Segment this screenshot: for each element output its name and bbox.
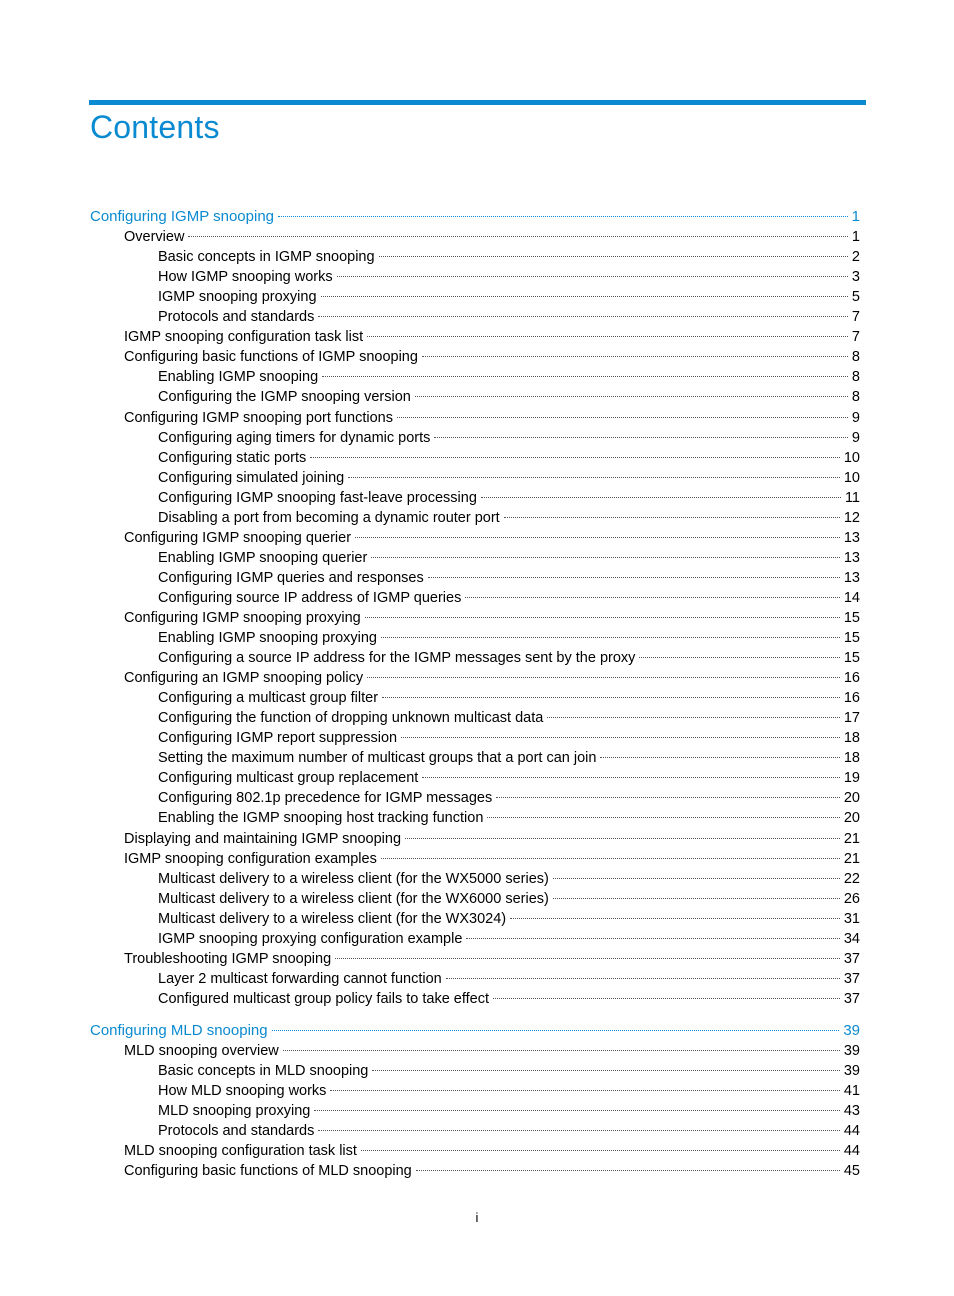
toc-entry-page: 37: [843, 971, 860, 987]
toc-entry-title: Configuring static ports: [158, 450, 307, 466]
toc-entry-title: Configuring basic functions of MLD snooping: [124, 1163, 412, 1179]
toc-entry-title: IGMP snooping proxying configuration example: [158, 931, 463, 947]
toc-entry[interactable]: [124, 408, 860, 428]
toc-entry-page: 15: [843, 630, 860, 646]
dot-leader: [547, 717, 840, 718]
toc-entry-page: 14: [843, 590, 860, 606]
toc-entry[interactable]: [158, 568, 860, 588]
toc-entry-page: 43: [843, 1103, 860, 1119]
dot-leader: [348, 477, 840, 478]
dot-leader: [382, 697, 840, 698]
toc-entry-title: Enabling the IGMP snooping host tracking function: [158, 810, 484, 826]
toc-entry[interactable]: [124, 949, 860, 969]
dot-leader: [405, 838, 840, 839]
toc-entry[interactable]: [158, 909, 860, 929]
toc-entry-title: Configuring simulated joining: [158, 470, 345, 486]
dot-leader: [422, 356, 848, 357]
dot-leader: [361, 1150, 840, 1151]
dot-leader: [371, 557, 840, 558]
toc-entry-title: Multicast delivery to a wireless client (for the WX6000 series): [158, 891, 549, 907]
toc-entry-page: 17: [843, 710, 860, 726]
toc-entry-title: Configuring a source IP address for the IGMP messages sent by the proxy: [158, 650, 636, 666]
dot-leader: [272, 1030, 840, 1031]
toc-entry-title: Configuring IGMP snooping fast-leave processing: [158, 490, 477, 506]
toc-entry-page: 39: [843, 1022, 860, 1039]
toc-entry[interactable]: [158, 1121, 860, 1141]
toc-entry[interactable]: [158, 508, 860, 528]
title-rule: [89, 100, 866, 105]
toc-entry[interactable]: [158, 728, 860, 748]
toc-entry[interactable]: [158, 748, 860, 768]
toc-entry[interactable]: [158, 387, 860, 407]
toc-entry-title: Configuring multicast group replacement: [158, 770, 419, 786]
toc-entry[interactable]: [90, 1021, 860, 1041]
toc-entry[interactable]: [158, 648, 860, 668]
toc-entry[interactable]: [158, 969, 860, 989]
dot-leader: [434, 437, 848, 438]
page-title: Contents: [90, 109, 220, 145]
dot-leader: [335, 958, 840, 959]
toc-entry-page: 5: [851, 289, 860, 305]
toc-entry-page: 10: [843, 470, 860, 486]
toc-entry-page: 19: [843, 770, 860, 786]
toc-entry-page: 21: [843, 831, 860, 847]
dot-leader: [188, 236, 847, 237]
toc-entry-page: 10: [843, 450, 860, 466]
dot-leader: [322, 376, 848, 377]
toc-entry-page: 16: [843, 670, 860, 686]
toc-entry-page: 8: [851, 389, 860, 405]
dot-leader: [496, 797, 840, 798]
toc-entry-page: 7: [851, 309, 860, 325]
toc-entry-page: 41: [843, 1083, 860, 1099]
dot-leader: [639, 657, 839, 658]
toc-entry-page: 21: [843, 851, 860, 867]
toc-entry-page: 34: [843, 931, 860, 947]
dot-leader: [487, 817, 839, 818]
toc-entry-title: Displaying and maintaining IGMP snooping: [124, 831, 402, 847]
toc-entry-page: 13: [843, 550, 860, 566]
toc-entry[interactable]: [158, 788, 860, 808]
toc-entry-title: Configuring basic functions of IGMP snooping: [124, 349, 418, 365]
dot-leader: [415, 396, 848, 397]
toc-entry-page: 2: [851, 249, 860, 265]
toc-entry-title: Enabling IGMP snooping proxying: [158, 630, 377, 646]
toc-entry-page: 13: [843, 530, 860, 546]
toc-entry[interactable]: [158, 367, 860, 387]
toc-entry[interactable]: [124, 849, 860, 869]
toc-entry-page: 1: [851, 229, 860, 245]
toc-entry-page: 15: [843, 650, 860, 666]
dot-leader: [367, 336, 848, 337]
dot-leader: [416, 1170, 840, 1171]
dot-leader: [381, 637, 840, 638]
toc-entry-page: 9: [851, 430, 860, 446]
toc-entry-title: Enabling IGMP snooping querier: [158, 550, 368, 566]
toc-entry[interactable]: [158, 768, 860, 788]
toc-entry-title: IGMP snooping configuration task list: [124, 329, 364, 345]
toc-entry[interactable]: [124, 608, 860, 628]
dot-leader: [446, 978, 840, 979]
toc-entry[interactable]: [124, 668, 860, 688]
toc-entry-page: 15: [843, 610, 860, 626]
toc-entry-title: IGMP snooping proxying: [158, 289, 317, 305]
toc-entry-title: Configuring IGMP snooping proxying: [124, 610, 361, 626]
dot-leader: [381, 858, 840, 859]
dot-leader: [397, 417, 848, 418]
toc-entry[interactable]: [124, 227, 860, 247]
dot-leader: [355, 537, 840, 538]
toc-entry[interactable]: [124, 829, 860, 849]
dot-leader: [401, 737, 840, 738]
toc-entry-page: 12: [843, 510, 860, 526]
toc-entry[interactable]: [158, 488, 860, 508]
toc-entry-title: Configured multicast group policy fails to take effect: [158, 991, 489, 1007]
toc-entry[interactable]: [158, 1061, 860, 1081]
dot-leader: [422, 777, 840, 778]
toc-entry[interactable]: [158, 989, 860, 1009]
dot-leader: [278, 216, 848, 217]
toc-entry[interactable]: [124, 1161, 860, 1181]
toc-entry-page: 3: [851, 269, 860, 285]
toc-entry-title: Configuring IGMP snooping: [90, 208, 274, 225]
toc-entry-title: Configuring IGMP snooping port functions: [124, 410, 393, 426]
toc-entry-title: Basic concepts in MLD snooping: [158, 1063, 369, 1079]
dot-leader: [365, 617, 840, 618]
toc-entry[interactable]: [124, 1041, 860, 1061]
toc-entry-title: MLD snooping configuration task list: [124, 1143, 357, 1159]
toc-entry-title: Protocols and standards: [158, 1123, 315, 1139]
toc-entry-title: Configuring source IP address of IGMP queries: [158, 590, 462, 606]
toc-entry-page: 37: [843, 951, 860, 967]
dot-leader: [330, 1090, 839, 1091]
toc-entry-title: Configuring the IGMP snooping version: [158, 389, 411, 405]
toc-entry-title: Multicast delivery to a wireless client (for the WX5000 series): [158, 871, 549, 887]
dot-leader: [372, 1070, 839, 1071]
toc-entry-title: Configuring the function of dropping unknown multicast data: [158, 710, 544, 726]
toc-entry[interactable]: [90, 207, 860, 227]
toc-entry-title: Configuring IGMP queries and responses: [158, 570, 424, 586]
toc-entry[interactable]: [124, 1141, 860, 1161]
toc-entry-page: 13: [843, 570, 860, 586]
toc-entry-page: 26: [843, 891, 860, 907]
toc-entry[interactable]: [158, 247, 860, 267]
toc-entry[interactable]: [158, 307, 860, 327]
dot-leader: [465, 597, 840, 598]
toc-entry[interactable]: [158, 628, 860, 648]
toc-entry-page: 1: [851, 208, 860, 225]
dot-leader: [493, 998, 840, 999]
toc-entry-title: IGMP snooping configuration examples: [124, 851, 377, 867]
toc-entry-page: 37: [843, 991, 860, 1007]
toc-entry-page: 18: [843, 730, 860, 746]
toc-entry-title: Configuring IGMP report suppression: [158, 730, 398, 746]
dot-leader: [379, 256, 848, 257]
toc-entry-title: Configuring IGMP snooping querier: [124, 530, 352, 546]
dot-leader: [553, 878, 840, 879]
toc-entry[interactable]: [158, 1081, 860, 1101]
toc-entry[interactable]: [158, 448, 860, 468]
toc-entry-page: 39: [843, 1063, 860, 1079]
toc-entry-page: 45: [843, 1163, 860, 1179]
toc-entry[interactable]: [158, 708, 860, 728]
toc-entry[interactable]: [158, 869, 860, 889]
dot-leader: [481, 497, 841, 498]
toc-entry-page: 44: [843, 1123, 860, 1139]
toc-entry-page: 16: [843, 690, 860, 706]
toc-entry-title: Troubleshooting IGMP snooping: [124, 951, 332, 967]
toc-entry-title: Configuring a multicast group filter: [158, 690, 379, 706]
dot-leader: [283, 1050, 840, 1051]
dot-leader: [600, 757, 839, 758]
toc-entry[interactable]: [124, 528, 860, 548]
toc-entry-page: 31: [843, 911, 860, 927]
dot-leader: [504, 517, 840, 518]
toc-entry-page: 20: [843, 810, 860, 826]
dot-leader: [466, 938, 839, 939]
toc-entry[interactable]: [158, 287, 860, 307]
toc-entry-title: Overview: [124, 229, 185, 245]
toc-entry-title: Configuring MLD snooping: [90, 1022, 268, 1039]
dot-leader: [318, 1130, 839, 1131]
toc-entry-page: 9: [851, 410, 860, 426]
toc-entry-title: Setting the maximum number of multicast groups that a port can join: [158, 750, 597, 766]
toc-entry[interactable]: [158, 267, 860, 287]
toc-entry-page: 8: [851, 369, 860, 385]
toc-entry[interactable]: [158, 688, 860, 708]
toc-entry-page: 18: [843, 750, 860, 766]
toc-entry[interactable]: [158, 588, 860, 608]
toc-entry-page: 39: [843, 1043, 860, 1059]
toc-entry-title: Configuring 802.1p precedence for IGMP messages: [158, 790, 493, 806]
toc-entry[interactable]: [158, 929, 860, 949]
dot-leader: [310, 457, 840, 458]
toc-entry[interactable]: [158, 468, 860, 488]
dot-leader: [510, 918, 840, 919]
toc-entry[interactable]: [158, 808, 860, 828]
dot-leader: [428, 577, 840, 578]
dot-leader: [367, 677, 840, 678]
toc-entry-title: How IGMP snooping works: [158, 269, 333, 285]
toc-entry-title: Enabling IGMP snooping: [158, 369, 319, 385]
toc-entry-title: Configuring an IGMP snooping policy: [124, 670, 364, 686]
toc-entry[interactable]: [158, 428, 860, 448]
toc-entry-page: 20: [843, 790, 860, 806]
toc-entry-title: Configuring aging timers for dynamic ports: [158, 430, 431, 446]
page-number: i: [475, 1210, 479, 1225]
toc-entry-title: How MLD snooping works: [158, 1083, 327, 1099]
toc-entry-page: 11: [844, 490, 860, 506]
dot-leader: [553, 898, 840, 899]
toc-entry-title: Disabling a port from becoming a dynamic router port: [158, 510, 500, 526]
toc-entry-page: 7: [851, 329, 860, 345]
toc-entry-page: 8: [851, 349, 860, 365]
toc-entry[interactable]: [124, 327, 860, 347]
dot-leader: [321, 296, 848, 297]
toc-entry-title: Basic concepts in IGMP snooping: [158, 249, 375, 265]
toc-entry-title: Layer 2 multicast forwarding cannot function: [158, 971, 442, 987]
toc-entry-title: Protocols and standards: [158, 309, 315, 325]
toc-entry-page: 44: [843, 1143, 860, 1159]
toc-entry-page: 22: [843, 871, 860, 887]
toc-entry[interactable]: [158, 889, 860, 909]
toc-entry-title: MLD snooping proxying: [158, 1103, 311, 1119]
dot-leader: [337, 276, 848, 277]
toc-entry[interactable]: [124, 347, 860, 367]
toc-entry[interactable]: [158, 548, 860, 568]
toc-entry-title: MLD snooping overview: [124, 1043, 279, 1059]
toc-entry-title: Multicast delivery to a wireless client (for the WX3024): [158, 911, 507, 927]
dot-leader: [318, 316, 848, 317]
dot-leader: [314, 1110, 840, 1111]
toc-entry[interactable]: [158, 1101, 860, 1121]
